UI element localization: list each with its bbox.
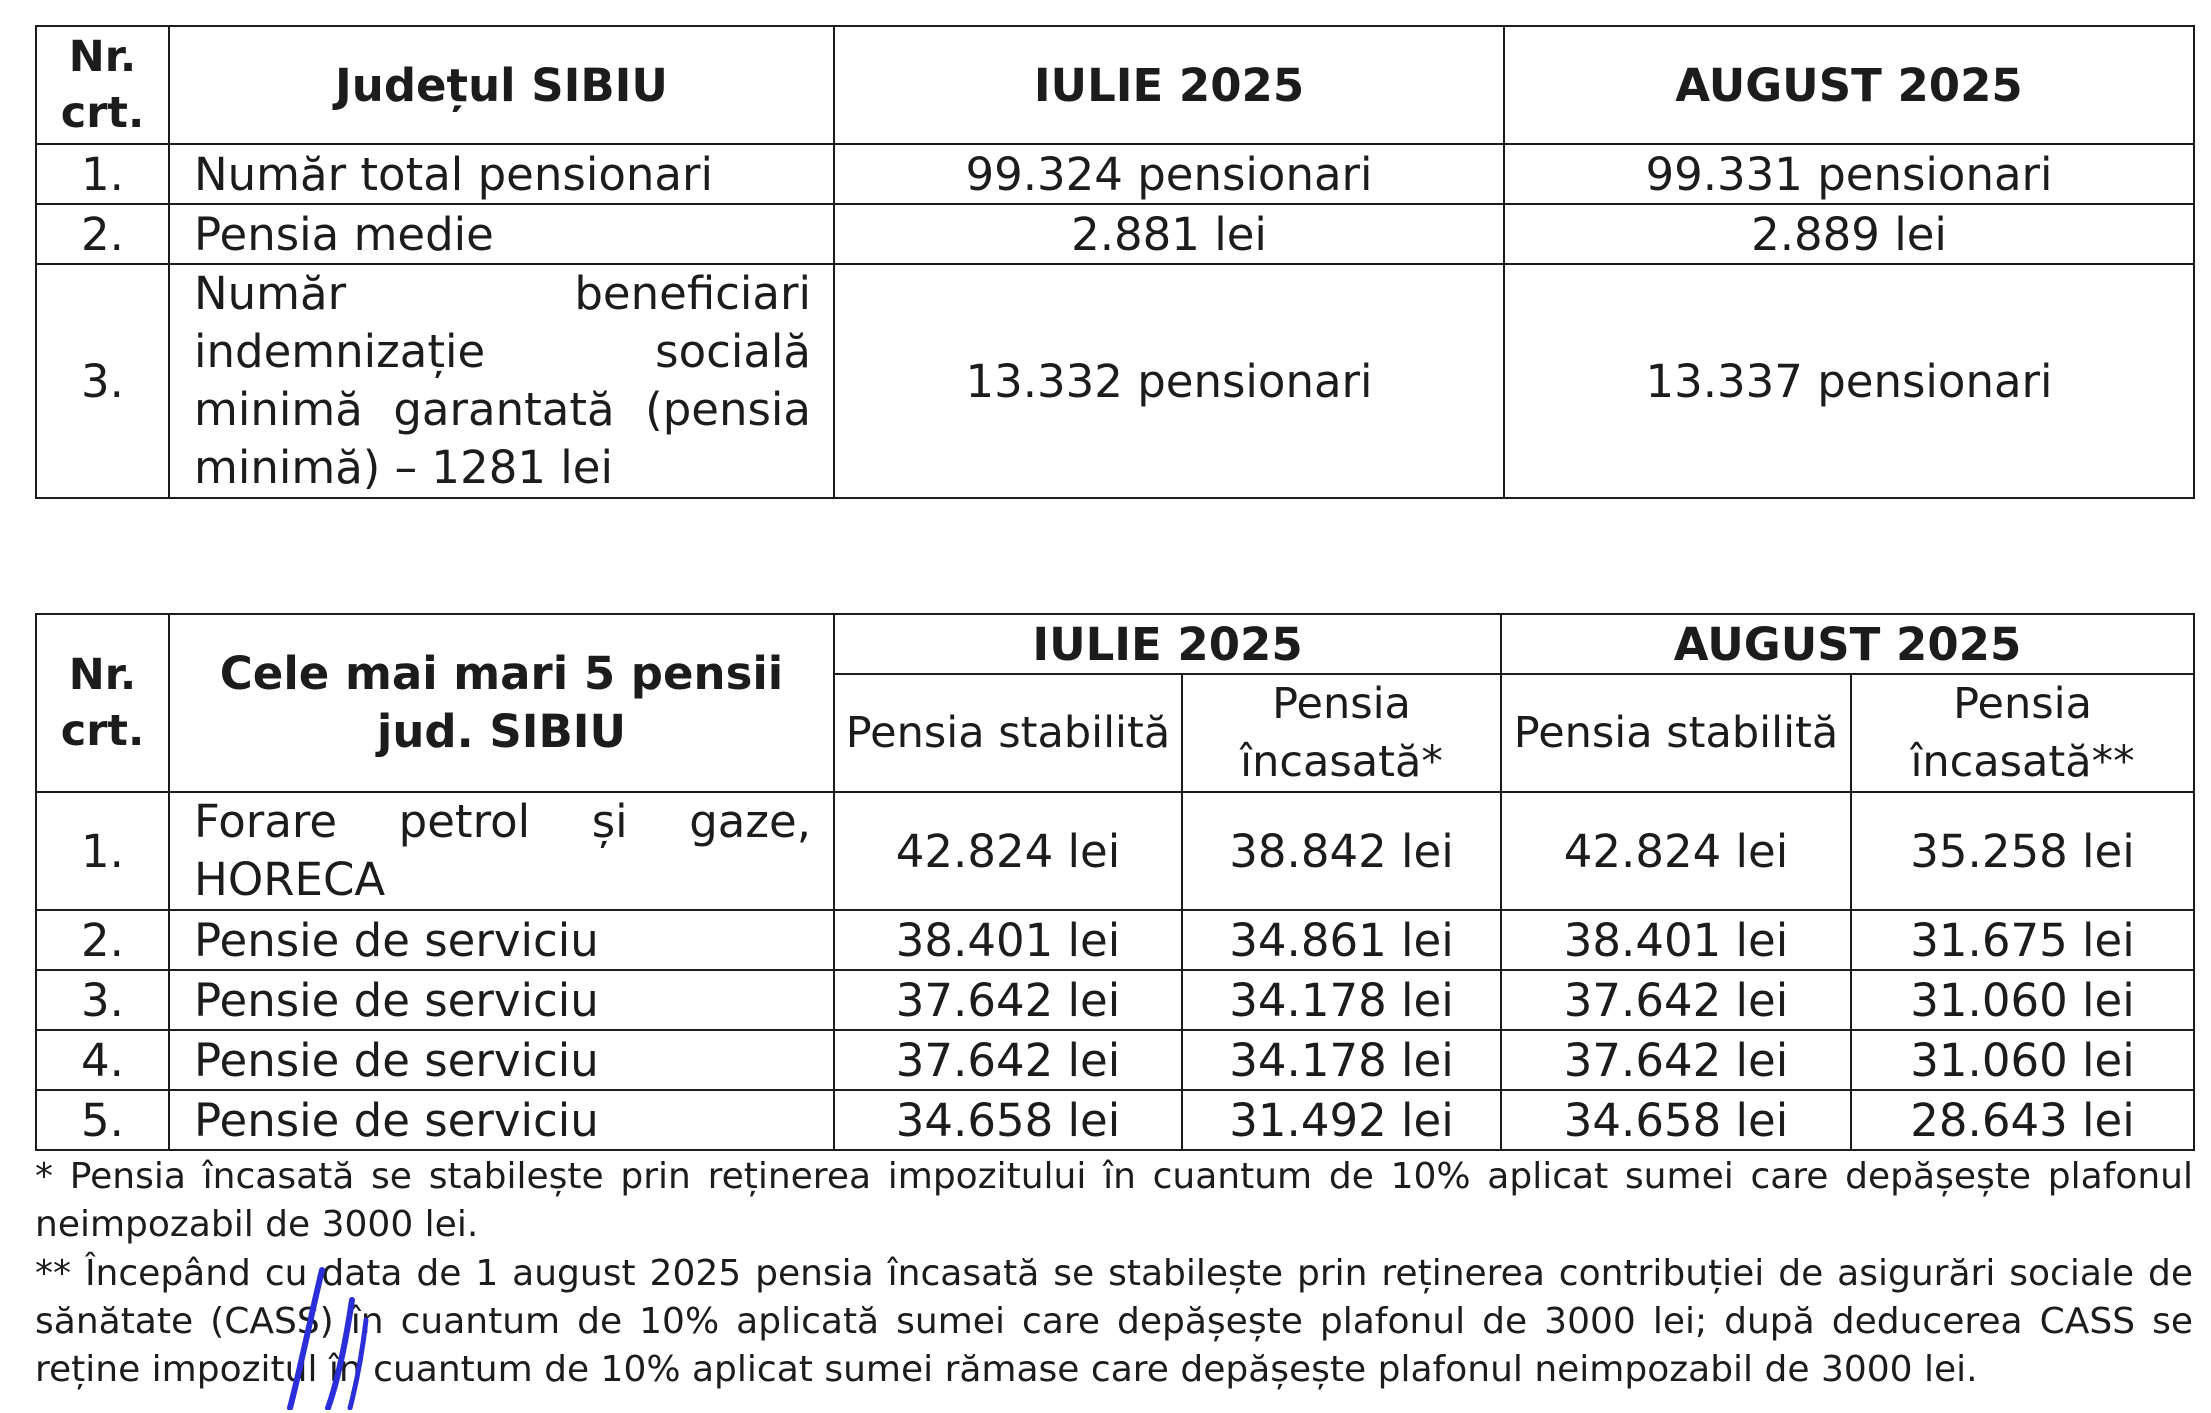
row-label: Număr beneficiari indemnizație socială minimă garantată (pensia minimă) – 1281 lei	[169, 264, 834, 498]
subheader-august-received: Pensia încasată**	[1851, 674, 2194, 792]
row-number: 2.	[36, 910, 169, 970]
value-august: 13.337 pensionari	[1504, 264, 2194, 498]
subheader-august-established: Pensia stabilită	[1501, 674, 1851, 792]
value-august-received: 35.258 lei	[1851, 792, 2194, 910]
table-row	[36, 1090, 2194, 1150]
header-july: IULIE 2025	[834, 26, 1504, 144]
value-august-established: 37.642 lei	[1501, 1030, 1851, 1090]
row-label: Pensie de serviciu	[169, 1030, 834, 1090]
table-row	[36, 144, 2194, 204]
value-august-received: 31.675 lei	[1851, 910, 2194, 970]
header-august: AUGUST 2025	[1501, 614, 2194, 674]
header-august: AUGUST 2025	[1504, 26, 2194, 144]
signature-stroke	[350, 1320, 366, 1408]
value-july: 13.332 pensionari	[834, 264, 1504, 498]
row-label: Pensie de serviciu	[169, 1090, 834, 1150]
table-header-row	[36, 26, 2194, 144]
value-july-received: 34.861 lei	[1182, 910, 1501, 970]
value-august-established: 37.642 lei	[1501, 970, 1851, 1030]
value-august-established: 42.824 lei	[1501, 792, 1851, 910]
table-row	[36, 264, 2194, 498]
row-number: 3.	[36, 970, 169, 1030]
pensioners-table	[35, 25, 2195, 499]
signature-stroke	[290, 1270, 322, 1408]
header-nr-crt: Nr. crt.	[36, 614, 169, 792]
row-number: 1.	[36, 144, 169, 204]
value-july-established: 42.824 lei	[834, 792, 1182, 910]
value-august-established: 38.401 lei	[1501, 910, 1851, 970]
table-row	[36, 204, 2194, 264]
table-header-row	[36, 614, 2194, 674]
value-july-received: 34.178 lei	[1182, 970, 1501, 1030]
header-july: IULIE 2025	[834, 614, 1501, 674]
row-label: Număr total pensionari	[169, 144, 834, 204]
table-row	[36, 792, 2194, 910]
header-top-pensions: Cele mai mari 5 pensii jud. SIBIU	[169, 614, 834, 792]
value-july-received: 38.842 lei	[1182, 792, 1501, 910]
signature-stroke	[328, 1300, 352, 1408]
value-july-established: 37.642 lei	[834, 1030, 1182, 1090]
row-number: 3.	[36, 264, 169, 498]
signature-mark	[280, 1260, 400, 1410]
value-august: 99.331 pensionari	[1504, 144, 2194, 204]
value-july: 2.881 lei	[834, 204, 1504, 264]
table-row	[36, 970, 2194, 1030]
value-august-received: 31.060 lei	[1851, 1030, 2194, 1090]
row-label: Pensia medie	[169, 204, 834, 264]
value-july-established: 34.658 lei	[834, 1090, 1182, 1150]
row-number: 2.	[36, 204, 169, 264]
header-nr-crt: Nr. crt.	[36, 26, 169, 144]
value-july-received: 34.178 lei	[1182, 1030, 1501, 1090]
footnote-single-asterisk: * Pensia încasată se stabilește prin reținerea impozitului în cuantum de 10% aplicat sumei care depășește plafonul neimpozabil de 3000 lei.	[35, 1156, 2193, 1245]
value-august-received: 31.060 lei	[1851, 970, 2194, 1030]
subheader-july-received: Pensia încasată*	[1182, 674, 1501, 792]
table-row	[36, 910, 2194, 970]
footnote-double-asterisk: ** Începând cu data de 1 august 2025 pensia încasată se stabilește prin reținerea contribuției de asigurări sociale de sănătate (CASS) în cuantum de 10% aplicată sumei care depășește plafonul de 3000 lei; după deducerea CASS se reține impozitul în cuantum de 10% aplicat sumei rămase care depășește plafonul neimpozabil de 3000 lei.	[35, 1253, 2193, 1390]
top-pensions-table	[35, 613, 2195, 1151]
row-label: Pensie de serviciu	[169, 910, 834, 970]
value-july-received: 31.492 lei	[1182, 1090, 1501, 1150]
row-number: 5.	[36, 1090, 169, 1150]
row-label: Forare petrol și gaze, HORECA	[169, 792, 834, 910]
row-number: 1.	[36, 792, 169, 910]
value-july-established: 38.401 lei	[834, 910, 1182, 970]
value-august-established: 34.658 lei	[1501, 1090, 1851, 1150]
row-number: 4.	[36, 1030, 169, 1090]
value-july: 99.324 pensionari	[834, 144, 1504, 204]
table-row	[36, 1030, 2194, 1090]
value-august: 2.889 lei	[1504, 204, 2194, 264]
row-label: Pensie de serviciu	[169, 970, 834, 1030]
subheader-july-established: Pensia stabilită	[834, 674, 1182, 792]
value-july-established: 37.642 lei	[834, 970, 1182, 1030]
header-county: Județul SIBIU	[169, 26, 834, 144]
value-august-received: 28.643 lei	[1851, 1090, 2194, 1150]
